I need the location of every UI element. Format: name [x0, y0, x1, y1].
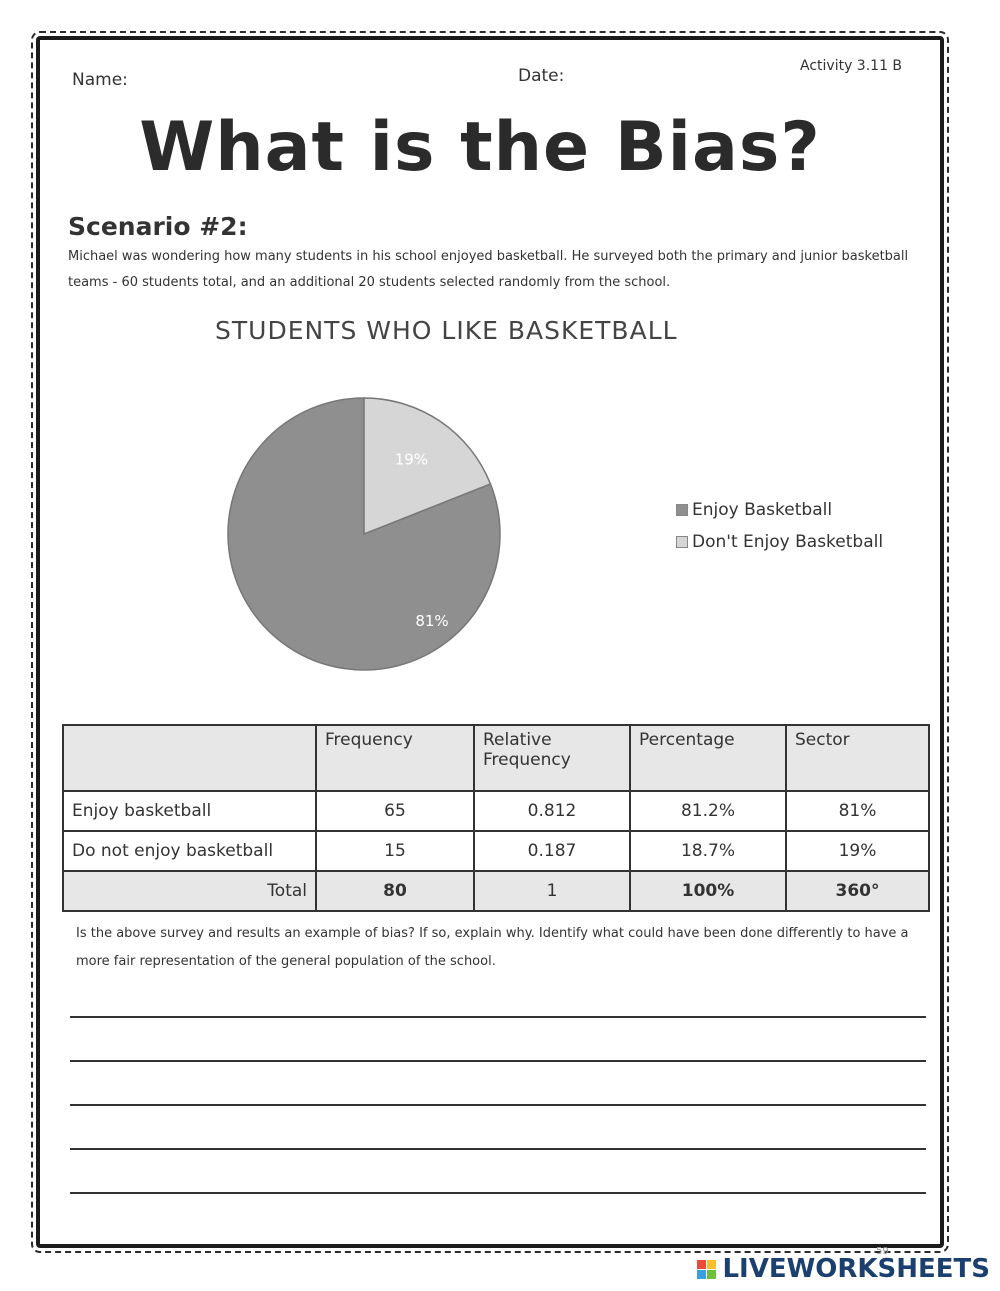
table-header-sector: Sector: [786, 725, 929, 791]
legend-swatch-dont-enjoy: [676, 536, 688, 548]
logo-badge-icon: [697, 1260, 716, 1279]
legend-item-enjoy: [676, 500, 883, 520]
row-label-enjoy: Enjoy basketball: [63, 791, 316, 831]
question-text: Is the above survey and results an example of bias? If so, explain why. Identify what could have been done differently to have a more fair representation of the general population of the school.: [76, 926, 909, 969]
answer-line-4[interactable]: [70, 1148, 926, 1150]
table-row: [63, 831, 929, 871]
cell-sector: 81%: [786, 791, 929, 831]
activity-label: Activity 3.11 B: [800, 58, 903, 74]
name-label: Name:: [72, 70, 128, 90]
cell-frequency: 15: [316, 831, 474, 871]
total-relative-frequency: 1: [474, 871, 630, 911]
chart-title: STUDENTS WHO LIKE BASKETBALL: [215, 316, 678, 345]
chart-legend: [676, 500, 883, 564]
cell-percentage: 81.2%: [630, 791, 786, 831]
legend-item-dont-enjoy: [676, 532, 883, 552]
scenario-text: Michael was wondering how many students in his school enjoyed basketball. He surveyed both the primary and junior basketball teams - 60 students total, and an additional 20 students selected randomly from the school.: [68, 249, 909, 290]
answer-line-2[interactable]: [70, 1060, 926, 1062]
total-label: Total: [63, 871, 316, 911]
row-label-not-enjoy: Do not enjoy basketball: [63, 831, 316, 871]
logo-text: LIVEWORKSHEETS: [722, 1254, 990, 1284]
answer-line-1[interactable]: [70, 1016, 926, 1018]
legend-swatch-enjoy: [676, 504, 688, 516]
table-total-row: [63, 871, 929, 911]
total-frequency: 80: [316, 871, 474, 911]
pie-label-enjoy: 81%: [415, 612, 449, 630]
total-sector: 360°: [786, 871, 929, 911]
answer-line-5[interactable]: [70, 1192, 926, 1194]
frequency-table: [62, 724, 930, 912]
answer-line-3[interactable]: [70, 1104, 926, 1106]
cell-sector: 19%: [786, 831, 929, 871]
cell-relative-frequency: 0.187: [474, 831, 630, 871]
table-header-frequency: Frequency: [316, 725, 474, 791]
table-row: [63, 791, 929, 831]
date-label: Date:: [518, 66, 565, 86]
table-header-blank: [63, 725, 316, 791]
cell-percentage: 18.7%: [630, 831, 786, 871]
cell-relative-frequency: 0.812: [474, 791, 630, 831]
page-title: What is the Bias?: [139, 108, 821, 187]
table-header-relative-frequency: Relative Frequency: [474, 725, 630, 791]
legend-label-dont-enjoy: Don't Enjoy Basketball: [692, 532, 884, 552]
liveworksheets-logo: [697, 1254, 990, 1284]
scenario-heading: Scenario #2:: [68, 212, 248, 241]
page-number: 59: [876, 1246, 889, 1257]
pie-label-dont-enjoy: 19%: [394, 450, 429, 469]
cell-frequency: 65: [316, 791, 474, 831]
total-percentage: 100%: [630, 871, 786, 911]
table-header-row: [63, 725, 929, 791]
legend-label-enjoy: Enjoy Basketball: [692, 500, 833, 520]
table-header-percentage: Percentage: [630, 725, 786, 791]
